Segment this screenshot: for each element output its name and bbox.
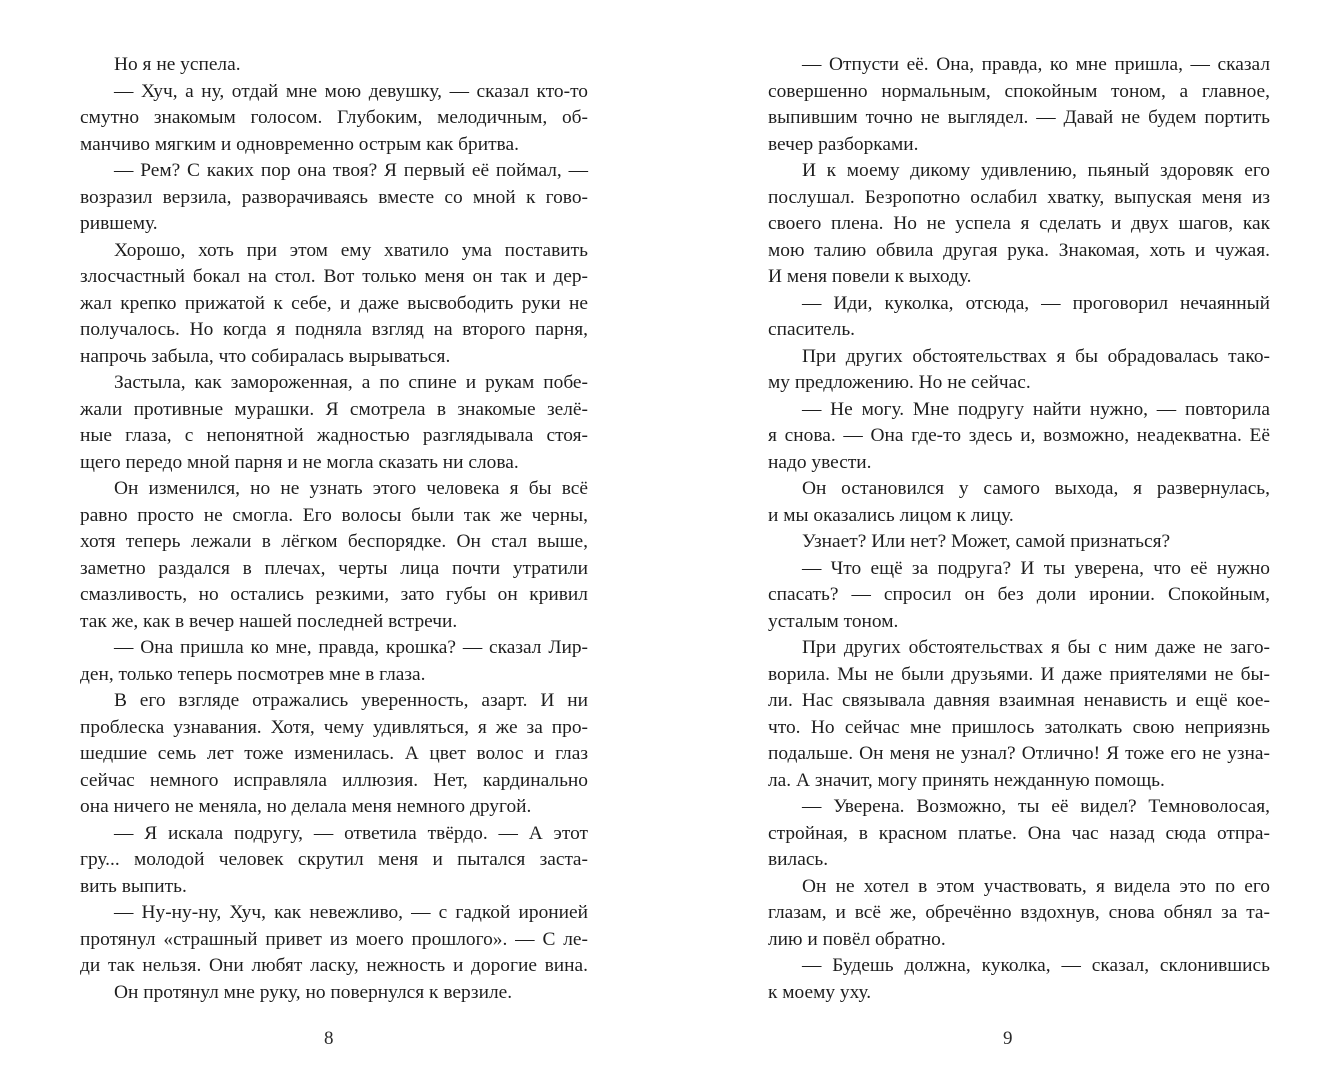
text-line: Он остановился у самого выхода, я развернулась, (802, 478, 1270, 499)
text-line: совершенно нормальным, спокойным тоном, а главное, (768, 80, 1270, 102)
text-line: ли. Нас связывала давняя взаимная ненависть и ещё кое- (768, 690, 1270, 711)
text-line: При других обстоятельствах я бы с ним даже не заго- (802, 637, 1270, 658)
text-line: — Иди, куколка, отсюда, — проговорил нечаянный (802, 292, 1270, 314)
text-line: И к моему дикому удивлению, пьяный здоровяк его (802, 160, 1270, 181)
page-number-left: 8 (324, 1028, 334, 1049)
text-line: — Не могу. Мне подругу найти нужно, — повторила (802, 398, 1270, 420)
text-line: При других обстоятельствах я бы обрадовалась тако- (802, 345, 1270, 367)
text-line: к моему уху. (768, 981, 872, 1003)
text-line: получалось. Но когда я подняла взгляд на второго парня, (80, 319, 588, 340)
text-line: злосчастный бокал на стол. Вот только меня он так и дер- (80, 266, 588, 287)
text-line: ди так нельзя. Они любят ласку, нежность и дорогие вина. (80, 955, 588, 976)
text-line: равно просто не смогла. Его волосы были так же черны, (80, 504, 588, 526)
text-line: шедшие семь лет тоже изменилась. А цвет волос и глаз (80, 743, 588, 764)
text-line: что. Но сейчас мне пришлось затолкать свою неприязнь (768, 716, 1270, 738)
text-line: — Я искала подругу, — ответила твёрдо. — А этот (114, 822, 588, 844)
left-page-text (80, 52, 588, 1006)
text-line: Узнает? Или нет? Может, самой признаться? (802, 531, 1171, 552)
text-line: гру... молодой человек скрутил меня и пытался застa- (80, 849, 588, 870)
text-line: сейчас немного исправляла иллюзия. Нет, кардинально (80, 769, 588, 791)
text-line: Хорошо, хоть при этом ему хватило ума поставить (114, 239, 588, 261)
text-line: Но я не успела. (114, 54, 241, 75)
page-number-right: 9 (1003, 1028, 1013, 1049)
text-line: проблеска узнавания. Хотя, чему удивляться, я же за про- (80, 716, 588, 738)
text-line: выпившим точно не выглядел. — Давай не будем портить (768, 107, 1270, 128)
text-line: — Ну-ну-ну, Хуч, как невежливо, — с гадкой иронией (114, 902, 588, 923)
text-line: В его взгляде отражались уверенность, азарт. И ни (114, 690, 588, 711)
text-line: щего передо мной парня и не могла сказать ни слова. (80, 451, 519, 473)
text-line: лию и повёл обратно. (768, 928, 946, 950)
text-line: — Хуч, а ну, отдай мне мою девушку, — сказал кто-то (114, 80, 588, 102)
text-line: протянул «страшный привет из моего прошлого». — С ле- (80, 928, 588, 950)
left-page (80, 52, 588, 1006)
text-line: — Что ещё за подруга? И ты уверена, что её нужно (802, 557, 1270, 579)
text-line: смутно знакомым голосом. Глубоким, мелодичным, об- (80, 107, 588, 128)
text-line: жал крепко прижатой к себе, и даже высвободить руки не (80, 292, 588, 314)
text-line: стройная, в красном платье. Она час назад сюда отпра- (768, 822, 1270, 844)
text-line: Он изменился, но не узнать этого человека я бы всё (114, 478, 588, 499)
text-line: вилась. (768, 849, 829, 870)
text-line: — Рем? С каких пор она твоя? Я первый её поймал, — (114, 160, 588, 181)
text-line: надо увести. (768, 451, 872, 473)
text-line: смазливость, но остались резкими, зато губы он кривил (80, 584, 588, 605)
text-line: послушал. Безропотно ослабил хватку, выпуская меня из (768, 186, 1270, 208)
text-line: жали противные мурашки. Я смотрела в знакомые зелё- (80, 398, 588, 420)
text-line: Он протянул мне руку, но повернулся к верзиле. (114, 981, 513, 1003)
text-line: напрочь забыла, что собиралась вырываться. (80, 345, 451, 367)
text-line: манчиво мягким и одновременно острым как бритва. (80, 133, 519, 155)
text-line: вить выпить. (80, 875, 187, 897)
text-line: — Будешь должна, куколка, — сказал, склонившись (802, 955, 1270, 976)
text-line: рившему. (80, 213, 158, 234)
text-line: возразил верзила, разворачиваясь вместе со мной к гово- (80, 186, 588, 208)
text-line: подальше. Он меня не узнал? Отлично! Я тоже его не узна- (768, 743, 1270, 764)
text-line: ден, только теперь посмотрев мне в глаза. (80, 663, 426, 685)
text-line: — Отпусти её. Она, правда, ко мне пришла, — сказал (802, 54, 1270, 75)
text-line: вечер разборками. (768, 133, 919, 155)
text-line: своего плена. Но не успела я сделать и двух шагов, как (768, 213, 1270, 234)
text-line: заметно раздался в плечах, черты лица почти утратили (80, 557, 588, 579)
text-line: усталым тоном. (768, 610, 899, 632)
text-line: я снова. — Она где-то здесь и, возможно, неадекватна. Её (768, 425, 1270, 446)
text-line: и мы оказались лицом к лицу. (768, 504, 1014, 526)
text-line: ные глаза, с непонятной жадностью разглядывала стоя- (80, 425, 588, 446)
text-line: И меня повели к выходу. (768, 266, 972, 287)
right-page (768, 52, 1270, 1006)
text-line: хотя теперь лежали в лёгком беспорядке. Он стал выше, (80, 531, 588, 552)
text-line: она ничего не меняла, но делала меня немного другой. (80, 796, 532, 817)
text-line: спаситель. (768, 319, 856, 340)
text-line: Он не хотел в этом участвовать, я видела это по его (802, 875, 1270, 897)
text-line: ворила. Мы не были друзьями. И даже приятелями не бы- (768, 663, 1270, 685)
text-line: мою талию обвила другая рука. Знакомая, хоть и чужая. (768, 239, 1270, 261)
text-line: ла. А значит, могу принять нежданную помощь. (768, 769, 1165, 791)
text-line: глазам, и всё же, обречённо вздохнув, снова обнял за та- (768, 902, 1270, 923)
text-line: так же, как в вечер нашей последней встречи. (80, 610, 458, 632)
text-line: — Она пришла ко мне, правда, крошка? — сказал Лир- (114, 637, 588, 658)
text-line: му предложению. Но не сейчас. (768, 372, 1031, 393)
text-line: Застыла, как замороженная, а по спине и рукам побе- (114, 372, 588, 393)
text-line: спасать? — спросил он без доли иронии. Спокойным, (768, 584, 1270, 605)
text-line: — Уверена. Возможно, ты её видел? Темноволосая, (802, 796, 1270, 817)
right-page-text (768, 52, 1270, 1006)
